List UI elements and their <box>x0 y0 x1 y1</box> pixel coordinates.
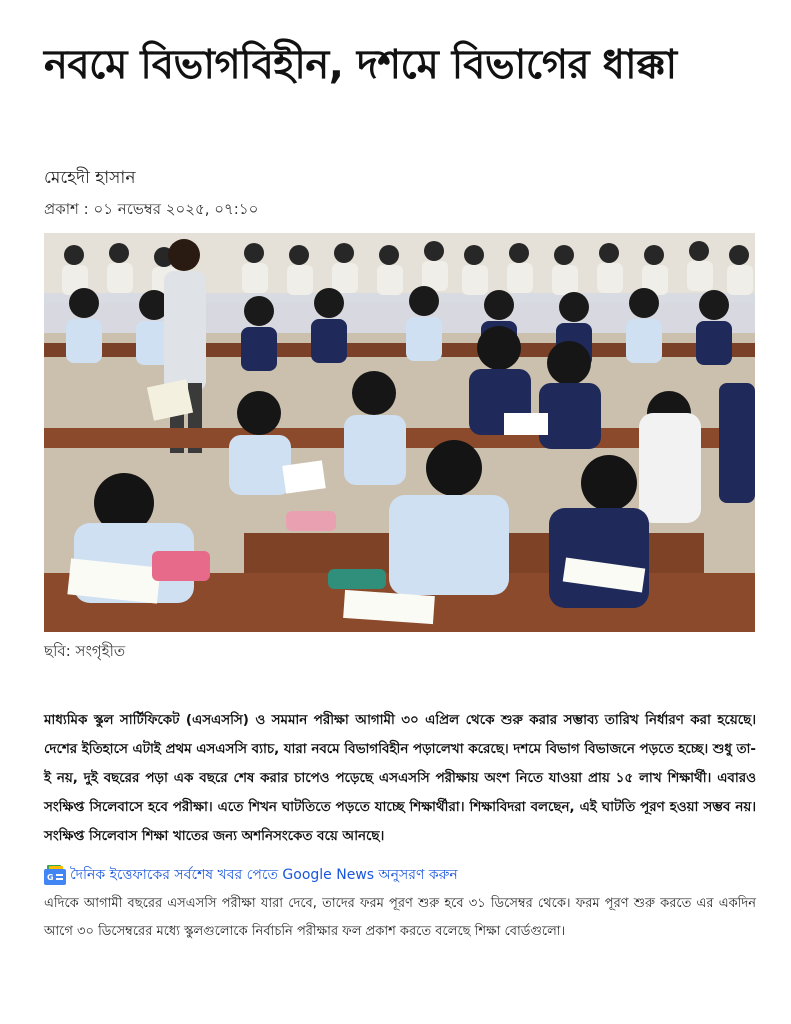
photo-caption: ছবি: সংগৃহীত <box>44 642 126 660</box>
author-name[interactable]: মেহেদী হাসান <box>44 168 136 188</box>
google-news-follow-link[interactable] <box>44 864 458 886</box>
google-news-icon <box>44 865 66 885</box>
svg-text:G: G <box>47 873 54 882</box>
google-news-follow-text[interactable]: দৈনিক ইত্তেফাকের সর্বশেষ খবর পেতে Google News অনুসরণ করুন <box>70 867 458 883</box>
published-date: প্রকাশ : ০১ নভেম্বর ২০২৫, ০৭:১০ <box>44 200 259 218</box>
article-headline: নবমে বিভাগবিহীন, দশমে বিভাগের ধাক্কা <box>44 42 677 88</box>
article-body-paragraph: এদিকে আগামী বছরের এসএসসি পরীক্ষা যারা দেবে, তাদের ফরম পূরণ শুরু হবে ৩১ ডিসেম্বর থেকে। ফরম পূরণ শুরু করতে এর একদিন আগে ৩০ ডিসেম্বরের মধ্যে স্কুলগুলোকে নির্বাচনি পরীক্ষার ফল প্রকাশ করতে বলেছে শিক্ষা বোর্ডগুলো। <box>44 896 756 939</box>
article-photo <box>44 233 755 632</box>
article-lead: মাধ্যমিক স্কুল সার্টিফিকেট (এসএসসি) ও সমমান পরীক্ষা আগামী ৩০ এপ্রিল থেকে শুরু করার সম্ভাব্য তারিখ নির্ধারণ করা হয়েছে। দেশের ইতিহাসে এটাই প্রথম এসএসসি ব্যাচ, যারা নবমে বিভাগবিহীন পড়ালেখা করেছে। দশমে বিভাগ বিভাজনে পড়তে হচ্ছে। শুধু তা-ই নয়, দুই বছরের পড়া এক বছরে শেষ করার চাপেও পড়েছে এসএসসি পরীক্ষায় অংশ নিতে যাওয়া প্রায় ১৫ লাখ শিক্ষার্থী। এবারও সংক্ষিপ্ত সিলেবাসে হবে পরীক্ষা। এতে শিখন ঘাটতিতে পড়তে যাচ্ছে শিক্ষার্থীরা। শিক্ষাবিদরা বলছেন, এই ঘাটতি পূরণ হওয়া সম্ভব নয়। সংক্ষিপ্ত সিলেবাস শিক্ষা খাতের জন্য অশনিসংকেত বয়ে আনছে। <box>44 713 756 844</box>
